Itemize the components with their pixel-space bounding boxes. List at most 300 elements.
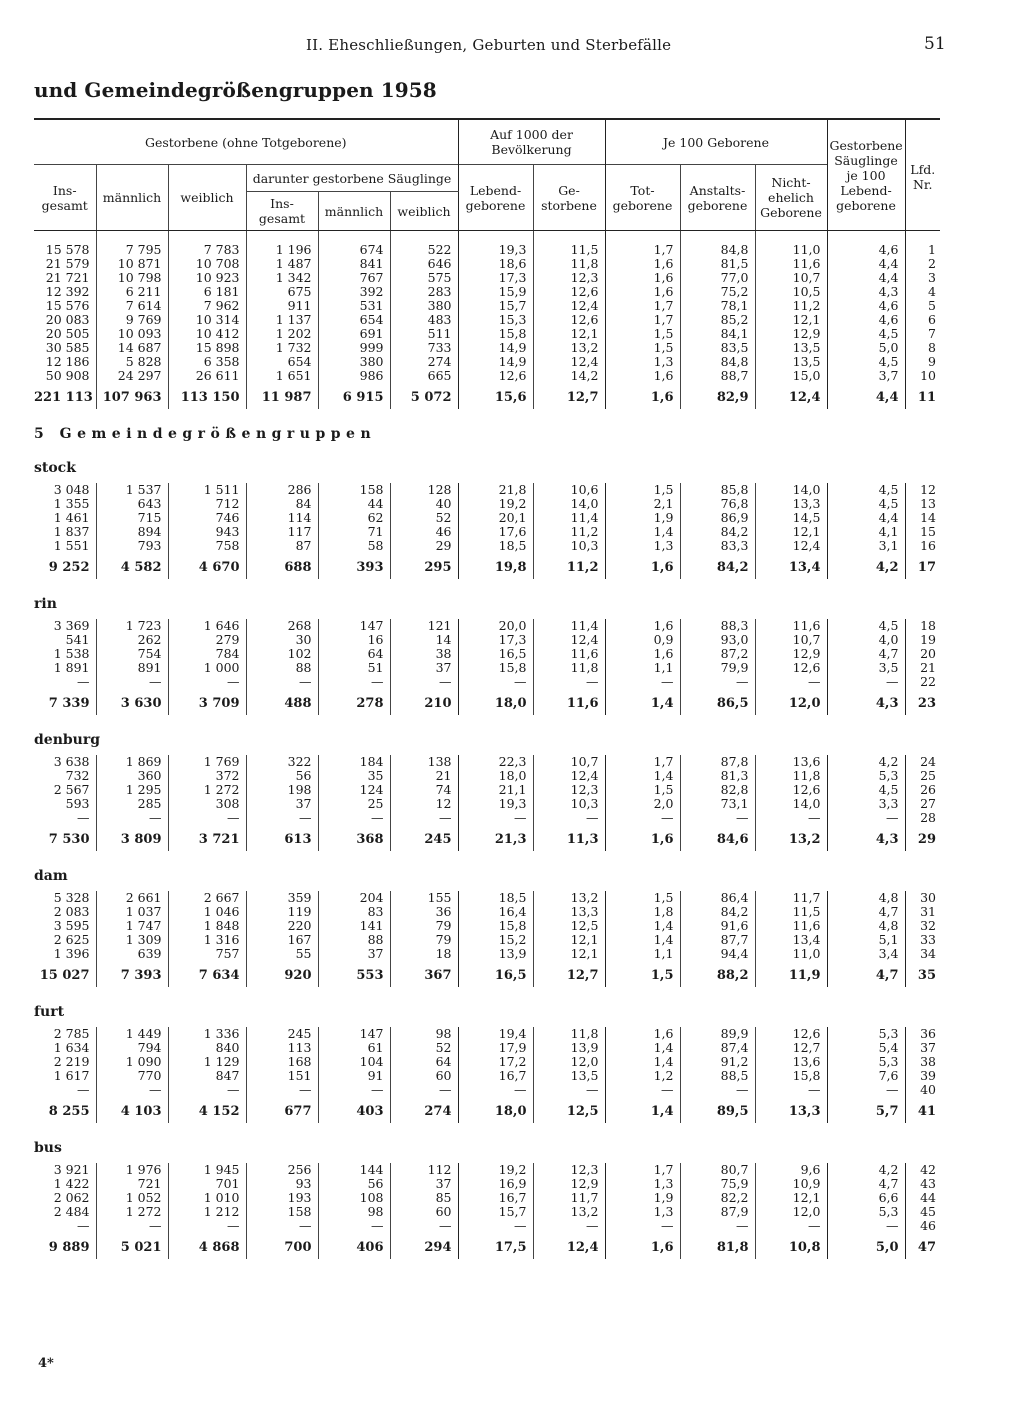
table-cell: 15 578 — [45, 242, 90, 257]
table-cell: 21,3 — [458, 825, 533, 851]
table-cell: 4,2 — [827, 553, 905, 579]
table-cell: 85,8 — [680, 483, 755, 497]
table-cell: 5 828 — [96, 355, 168, 369]
table-cell: 221 113 — [34, 390, 93, 405]
table-cell: 15 027 — [39, 968, 90, 983]
table-cell: — — [77, 674, 90, 689]
table-cell: 12,0 — [533, 1055, 605, 1069]
table-cell: 4,4 — [827, 271, 905, 285]
table-cell: — — [318, 1219, 390, 1233]
table-cell: 1,7 — [605, 231, 680, 258]
table-cell: 4,7 — [827, 647, 905, 661]
table-cell: 1 309 — [96, 933, 168, 947]
table-cell: 1 747 — [96, 919, 168, 933]
row-number-cell: 32 — [905, 919, 940, 933]
table-cell: 11,2 — [533, 525, 605, 539]
table-cell: 295 — [390, 553, 458, 579]
table-cell: 6,6 — [827, 1191, 905, 1205]
row-number-cell: 18 — [905, 619, 940, 633]
table-header — [34, 119, 940, 231]
table-cell: 12 186 — [45, 354, 90, 369]
table-cell: 58 — [318, 539, 390, 553]
table-cell: 151 — [246, 1069, 318, 1083]
table-cell: 1,6 — [605, 285, 680, 299]
table-row — [34, 811, 940, 825]
table-cell: 19,3 — [458, 231, 533, 258]
table-cell: 1,3 — [605, 1205, 680, 1219]
table-cell: 17,3 — [458, 633, 533, 647]
table-cell: 86,4 — [680, 891, 755, 905]
row-number-cell: 39 — [905, 1069, 940, 1083]
group-heading-row — [34, 851, 940, 891]
table-cell: — — [605, 1219, 680, 1233]
table-cell: 784 — [168, 647, 246, 661]
table-cell: 82,9 — [680, 383, 755, 409]
table-cell: 691 — [318, 327, 390, 341]
table-cell: 11,6 — [533, 647, 605, 661]
row-number-cell: 19 — [905, 633, 940, 647]
table-cell: 1 396 — [53, 946, 90, 961]
group-heading-row — [34, 715, 940, 755]
statistics-table — [34, 118, 940, 1259]
table-cell: 12,4 — [533, 1233, 605, 1259]
row-number-cell: 16 — [905, 539, 940, 553]
table-cell: 593 — [65, 796, 90, 811]
table-cell: 10 314 — [168, 313, 246, 327]
page-number: 51 — [924, 34, 946, 54]
table-cell: 13,4 — [755, 933, 827, 947]
table-sum-row — [34, 961, 940, 987]
table-cell: 10 412 — [168, 327, 246, 341]
table-cell: 1 046 — [168, 905, 246, 919]
table-cell: 14,9 — [458, 355, 533, 369]
table-cell: 11,6 — [755, 919, 827, 933]
table-cell: 10 871 — [96, 257, 168, 271]
table-row — [34, 497, 940, 511]
table-cell: 107 963 — [96, 383, 168, 409]
table-cell: — — [246, 1219, 318, 1233]
table-cell: 84,2 — [680, 525, 755, 539]
table-cell: 26 611 — [168, 369, 246, 383]
row-number-cell: 37 — [905, 1041, 940, 1055]
table-row — [34, 1205, 940, 1219]
table-row — [34, 299, 940, 313]
table-cell: 5,0 — [827, 341, 905, 355]
table-cell: 94,4 — [680, 947, 755, 961]
table-cell: 46 — [390, 525, 458, 539]
row-number-cell: 29 — [905, 825, 940, 851]
table-cell: 840 — [168, 1041, 246, 1055]
table-cell: 87,8 — [680, 755, 755, 769]
table-cell: 13,4 — [755, 553, 827, 579]
table-cell: 1 272 — [96, 1205, 168, 1219]
table-cell: — — [318, 1083, 390, 1097]
table-cell: 294 — [390, 1233, 458, 1259]
table-cell: 1,7 — [605, 1163, 680, 1177]
table-cell: 1,6 — [605, 369, 680, 383]
table-row — [34, 1055, 940, 1069]
table-row — [34, 525, 940, 539]
table-cell: 1 449 — [96, 1027, 168, 1041]
header-s-maennlich: männlich — [318, 192, 390, 231]
table-cell: 12 — [390, 797, 458, 811]
table-cell: 198 — [246, 783, 318, 797]
table-cell: — — [168, 1083, 246, 1097]
table-cell: 4,7 — [827, 961, 905, 987]
table-cell: 11,5 — [533, 231, 605, 258]
table-cell: — — [827, 1219, 905, 1233]
table-cell: 1 869 — [96, 755, 168, 769]
table-cell: 1 461 — [53, 510, 90, 525]
table-cell: 11,0 — [755, 947, 827, 961]
table-cell: 12,6 — [458, 369, 533, 383]
table-cell: 117 — [246, 525, 318, 539]
row-number-cell: 38 — [905, 1055, 940, 1069]
table-cell: 12,1 — [533, 933, 605, 947]
table-cell: 522 — [390, 231, 458, 258]
table-cell: — — [680, 1083, 755, 1097]
table-cell: 1,6 — [605, 271, 680, 285]
table-cell: 15,8 — [755, 1069, 827, 1083]
table-cell: 7 530 — [48, 832, 90, 847]
table-cell: 613 — [246, 825, 318, 851]
footer-mark: 4* — [38, 1356, 54, 1371]
table-cell: 16,7 — [458, 1069, 533, 1083]
table-cell: 3,7 — [827, 369, 905, 383]
table-cell: 1 336 — [168, 1027, 246, 1041]
table-cell: — — [533, 675, 605, 689]
table-cell: 15 898 — [168, 341, 246, 355]
table-cell: 19,3 — [458, 797, 533, 811]
row-number-cell: 8 — [905, 341, 940, 355]
table-cell: 14,2 — [533, 369, 605, 383]
table-row — [34, 313, 940, 327]
header-maennlich: männlich — [96, 165, 168, 231]
table-cell: 3 921 — [53, 1162, 90, 1177]
table-cell: 80,7 — [680, 1163, 755, 1177]
table-cell: 1 137 — [246, 313, 318, 327]
table-cell: 13,2 — [533, 341, 605, 355]
table-cell: 5,3 — [827, 1055, 905, 1069]
table-row — [34, 539, 940, 553]
table-cell: 61 — [318, 1041, 390, 1055]
table-cell: 511 — [390, 327, 458, 341]
table-cell: 1 634 — [53, 1040, 90, 1055]
table-cell: 6 181 — [168, 285, 246, 299]
table-cell: 1,7 — [605, 755, 680, 769]
table-cell: — — [77, 1082, 90, 1097]
table-cell: 87,9 — [680, 1205, 755, 1219]
table-cell: 4,2 — [827, 1163, 905, 1177]
table-cell: 20,1 — [458, 511, 533, 525]
table-cell: 4,7 — [827, 1177, 905, 1191]
table-cell: — — [246, 675, 318, 689]
table-cell: 7 339 — [48, 696, 90, 711]
table-cell: 11,7 — [533, 1191, 605, 1205]
table-cell: 15 576 — [45, 298, 90, 313]
header-nichtehelich: Nicht-ehelich Geborene — [755, 165, 827, 231]
table-cell: 10,8 — [755, 1233, 827, 1259]
table-cell: 1,5 — [605, 341, 680, 355]
table-cell: 10,7 — [755, 633, 827, 647]
table-cell: 62 — [318, 511, 390, 525]
group-heading: dam — [34, 868, 68, 884]
table-cell: 119 — [246, 905, 318, 919]
table-row — [34, 633, 940, 647]
table-cell: 11,9 — [755, 961, 827, 987]
table-cell: 7 393 — [96, 961, 168, 987]
table-cell: 3,4 — [827, 947, 905, 961]
table-cell: 553 — [318, 961, 390, 987]
table-cell: 12,6 — [755, 661, 827, 675]
table-cell: 4,8 — [827, 891, 905, 905]
table-cell: 14,0 — [755, 483, 827, 497]
table-cell: — — [168, 1219, 246, 1233]
table-row — [34, 271, 940, 285]
table-cell: 1,4 — [605, 1055, 680, 1069]
group-heading: rin — [34, 596, 57, 612]
table-cell: — — [96, 811, 168, 825]
table-cell: 3,1 — [827, 539, 905, 553]
table-cell: 1 052 — [96, 1191, 168, 1205]
table-cell: 4 670 — [168, 553, 246, 579]
table-cell: 758 — [168, 539, 246, 553]
table-cell: 7 614 — [96, 299, 168, 313]
table-cell: 14,5 — [755, 511, 827, 525]
table-cell: 121 — [390, 619, 458, 633]
table-cell: 1 422 — [53, 1176, 90, 1191]
table-cell: 4,0 — [827, 633, 905, 647]
table-cell: 5,3 — [827, 769, 905, 783]
table-cell: 11,8 — [533, 1027, 605, 1041]
table-cell: 575 — [390, 271, 458, 285]
table-cell: 16,5 — [458, 961, 533, 987]
table-cell: 256 — [246, 1163, 318, 1177]
table-cell: 11,7 — [755, 891, 827, 905]
table-cell: 13,6 — [755, 1055, 827, 1069]
table-cell: 19,2 — [458, 497, 533, 511]
table-cell: 37 — [390, 1177, 458, 1191]
table-row — [34, 355, 940, 369]
header-s-insgesamt: Ins-gesamt — [246, 192, 318, 231]
table-cell: 11,8 — [533, 257, 605, 271]
table-cell: 22,3 — [458, 755, 533, 769]
row-number-cell: 10 — [905, 369, 940, 383]
table-cell: 11 987 — [246, 383, 318, 409]
table-cell: 56 — [246, 769, 318, 783]
table-cell: 82,2 — [680, 1191, 755, 1205]
table-cell: 1 355 — [53, 496, 90, 511]
table-cell: 37 — [318, 947, 390, 961]
table-row — [34, 1083, 940, 1097]
table-cell: 30 — [246, 633, 318, 647]
table-cell: 16,4 — [458, 905, 533, 919]
table-cell: 51 — [318, 661, 390, 675]
table-cell: 84,2 — [680, 553, 755, 579]
table-cell: — — [533, 1219, 605, 1233]
running-head: II. Eheschließungen, Geburten und Sterbefälle — [306, 36, 672, 54]
table-cell: 3 369 — [53, 618, 90, 633]
table-cell: 1,3 — [605, 1177, 680, 1191]
table-cell: 0,9 — [605, 633, 680, 647]
table-cell: — — [458, 1219, 533, 1233]
table-cell: 21 — [390, 769, 458, 783]
table-cell: — — [390, 1219, 458, 1233]
table-cell: 10 093 — [96, 327, 168, 341]
table-cell: 14,0 — [755, 797, 827, 811]
table-cell: 19,4 — [458, 1027, 533, 1041]
row-number-cell: 13 — [905, 497, 940, 511]
table-cell: 1,5 — [605, 961, 680, 987]
table-cell: — — [755, 1083, 827, 1097]
table-cell: — — [390, 811, 458, 825]
table-cell: 1,6 — [605, 1027, 680, 1041]
table-row — [34, 257, 940, 271]
table-cell: 5 072 — [390, 383, 458, 409]
table-cell: 675 — [246, 285, 318, 299]
header-gestorbene: Gestorbene (ohne Totgeborene) — [34, 119, 458, 165]
table-cell: 1 295 — [96, 783, 168, 797]
table-cell: — — [755, 675, 827, 689]
table-cell: 93 — [246, 1177, 318, 1191]
table-cell: 88,2 — [680, 961, 755, 987]
table-cell: 204 — [318, 891, 390, 905]
table-cell: 4,3 — [827, 285, 905, 299]
table-cell: 86,9 — [680, 511, 755, 525]
row-number-cell: 5 — [905, 299, 940, 313]
table-cell: 5,3 — [827, 1205, 905, 1219]
header-s-weiblich: weiblich — [390, 192, 458, 231]
header-anstaltsgeborene: Anstalts-geborene — [680, 165, 755, 231]
table-cell: 1 945 — [168, 1163, 246, 1177]
table-cell: 74 — [390, 783, 458, 797]
table-cell: 9 769 — [96, 313, 168, 327]
table-cell: — — [827, 811, 905, 825]
table-cell: — — [605, 675, 680, 689]
table-row — [34, 797, 940, 811]
table-cell: 12,4 — [533, 769, 605, 783]
row-number-cell: 41 — [905, 1097, 940, 1123]
table-cell: 11,5 — [755, 905, 827, 919]
table-cell: 84,1 — [680, 327, 755, 341]
table-cell: 84,8 — [680, 355, 755, 369]
header-weiblich: weiblich — [168, 165, 246, 231]
table-cell: 56 — [318, 1177, 390, 1191]
table-cell: — — [246, 1083, 318, 1097]
table-cell: 1 487 — [246, 257, 318, 271]
table-cell: 1 848 — [168, 919, 246, 933]
group-heading-row — [34, 579, 940, 619]
table-row — [34, 933, 940, 947]
row-number-cell: 45 — [905, 1205, 940, 1219]
table-cell: 654 — [318, 313, 390, 327]
table-cell: 84,6 — [680, 825, 755, 851]
table-cell: 733 — [390, 341, 458, 355]
row-number-cell: 28 — [905, 811, 940, 825]
row-number-cell: 42 — [905, 1163, 940, 1177]
table-cell: 15,6 — [458, 383, 533, 409]
table-cell: 1,5 — [605, 783, 680, 797]
table-cell: 274 — [390, 355, 458, 369]
table-cell: 17,6 — [458, 525, 533, 539]
table-cell: 12,6 — [755, 783, 827, 797]
table-cell: 2 062 — [53, 1190, 90, 1205]
table-row — [34, 947, 940, 961]
table-cell: — — [755, 1219, 827, 1233]
table-cell: 4,1 — [827, 525, 905, 539]
table-cell: 64 — [390, 1055, 458, 1069]
table-cell: 4,5 — [827, 497, 905, 511]
table-cell: 12,4 — [755, 539, 827, 553]
header-insgesamt: Ins-gesamt — [34, 165, 96, 231]
row-number-cell: 43 — [905, 1177, 940, 1191]
table-cell: 15,9 — [458, 285, 533, 299]
table-cell: 262 — [96, 633, 168, 647]
table-cell: 5,4 — [827, 1041, 905, 1055]
table-row — [34, 369, 940, 383]
table-cell: 986 — [318, 369, 390, 383]
table-row — [34, 919, 940, 933]
table-sum-row — [34, 383, 940, 409]
row-number-cell: 31 — [905, 905, 940, 919]
table-cell: 20,0 — [458, 619, 533, 633]
table-cell: 78,1 — [680, 299, 755, 313]
table-cell: 677 — [246, 1097, 318, 1123]
row-number-cell: 23 — [905, 689, 940, 715]
table-cell: 4 582 — [96, 553, 168, 579]
table-cell: 11,4 — [533, 619, 605, 633]
table-cell: 12,3 — [533, 783, 605, 797]
table-cell: 124 — [318, 783, 390, 797]
table-cell: 794 — [96, 1041, 168, 1055]
group-heading-row — [34, 443, 940, 483]
table-cell: 12,9 — [755, 647, 827, 661]
table-cell: 12,1 — [533, 947, 605, 961]
table-cell: 3 709 — [168, 689, 246, 715]
table-cell: 1,4 — [605, 525, 680, 539]
table-cell: 3 630 — [96, 689, 168, 715]
table-cell: 2 785 — [53, 1026, 90, 1041]
table-cell: 712 — [168, 497, 246, 511]
table-cell: 98 — [390, 1027, 458, 1041]
table-cell: — — [390, 675, 458, 689]
table-cell: 158 — [246, 1205, 318, 1219]
table-cell: 155 — [390, 891, 458, 905]
table-cell: 1,1 — [605, 947, 680, 961]
table-cell: 83 — [318, 905, 390, 919]
table-cell: 732 — [65, 768, 90, 783]
table-row — [34, 341, 940, 355]
table-row — [34, 755, 940, 769]
table-cell: 4,2 — [827, 755, 905, 769]
table-cell: 12,7 — [533, 383, 605, 409]
table-cell: 245 — [390, 825, 458, 851]
table-cell: 2 667 — [168, 891, 246, 905]
table-cell: 1 316 — [168, 933, 246, 947]
table-cell: 10 708 — [168, 257, 246, 271]
table-cell: 10,7 — [533, 755, 605, 769]
row-number-cell: 30 — [905, 891, 940, 905]
table-cell: 36 — [390, 905, 458, 919]
table-cell: 372 — [168, 769, 246, 783]
table-cell: 4,4 — [827, 511, 905, 525]
table-cell: 13,6 — [755, 755, 827, 769]
row-number-cell: 22 — [905, 675, 940, 689]
table-cell: 12,3 — [533, 271, 605, 285]
table-cell: 15,7 — [458, 1205, 533, 1219]
table-cell: 144 — [318, 1163, 390, 1177]
table-cell: 1,3 — [605, 355, 680, 369]
